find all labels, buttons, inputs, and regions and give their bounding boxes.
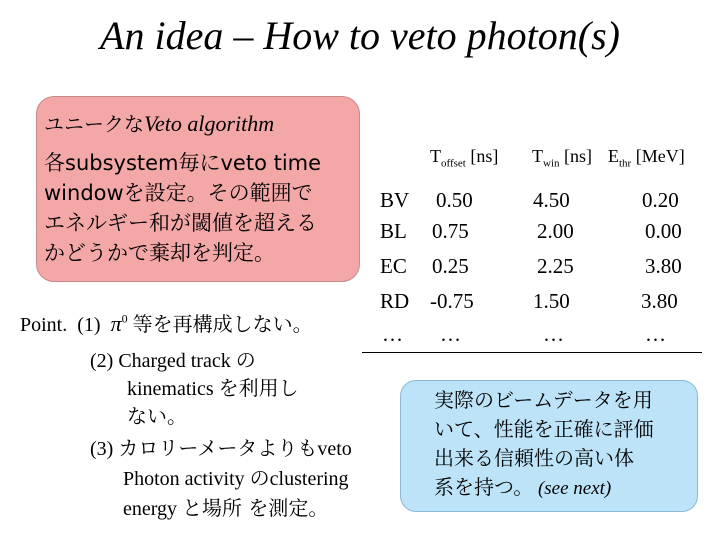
row-toffset: … (440, 322, 461, 346)
point-3-line-2: Photon activity のclustering (123, 466, 349, 490)
row-twin: 2.25 (537, 254, 574, 278)
row-ethr: 3.80 (641, 289, 678, 313)
row-ethr: 3.80 (645, 254, 682, 278)
see-next-text: (see next) (533, 478, 612, 499)
point-1 (20, 308, 313, 337)
row-name: EC (380, 254, 407, 278)
header-toffset: $T_{offset}$ [ns] (430, 146, 499, 170)
description-line: 各subsystem毎にveto time (44, 151, 322, 175)
point-3-line-1: (3) カロリーメータよりもveto (90, 436, 352, 460)
row-ethr: … (645, 322, 666, 346)
header-twin: $T_{win}$ [ns] (532, 146, 592, 170)
point-1-text: 等を再構成しない。 (132, 312, 313, 336)
header-ethr: $E_{thr}$ [MeV] (608, 146, 685, 170)
heading-en: Veto algorithm (144, 111, 275, 136)
veto-algorithm-heading (44, 108, 274, 137)
description-line: エネルギー和が閾値を超える (44, 211, 317, 235)
table-divider (362, 352, 702, 353)
pi-zero-symbol: $\pi^0$ (110, 311, 128, 336)
point-3-line-3: energy と場所 を測定。 (123, 496, 329, 520)
note-line: 出来る信頼性の高い体 (434, 446, 634, 470)
point-2-line-3: ない。 (127, 404, 187, 428)
note-line: 実際のビームデータを用 (434, 388, 653, 412)
beam-data-note (434, 386, 654, 503)
note-line: いて、性能を正確に評価 (434, 417, 654, 441)
heading-jp: ユニークな (44, 112, 144, 136)
row-twin: … (543, 322, 564, 346)
veto-algorithm-description (44, 148, 321, 268)
row-twin: 1.50 (533, 289, 570, 313)
row-twin: 2.00 (537, 219, 574, 243)
point-label: Point. (20, 314, 68, 336)
description-line: かどうかで棄却を判定。 (44, 241, 275, 265)
row-toffset: 0.75 (432, 219, 469, 243)
row-name: … (382, 322, 403, 346)
row-ethr: 0.20 (642, 188, 679, 212)
row-name: BV (380, 188, 410, 212)
row-name: BL (380, 219, 407, 243)
row-toffset: 0.50 (436, 188, 473, 212)
row-name: RD (380, 289, 410, 313)
slide-title: An idea – How to veto photon(s) (100, 13, 620, 58)
point-2-line-1: (2) Charged track の (90, 348, 256, 372)
row-twin: 4.50 (533, 188, 570, 212)
row-toffset: -0.75 (430, 289, 474, 313)
description-line: windowを設定。その範囲で (44, 181, 313, 205)
point-1-number: (1) (77, 314, 101, 336)
row-ethr: 0.00 (645, 219, 682, 243)
note-line: 系を持つ。 (see next) (434, 475, 612, 499)
row-toffset: 0.25 (432, 254, 469, 278)
point-2-line-2: kinematics を利用し (127, 376, 299, 400)
